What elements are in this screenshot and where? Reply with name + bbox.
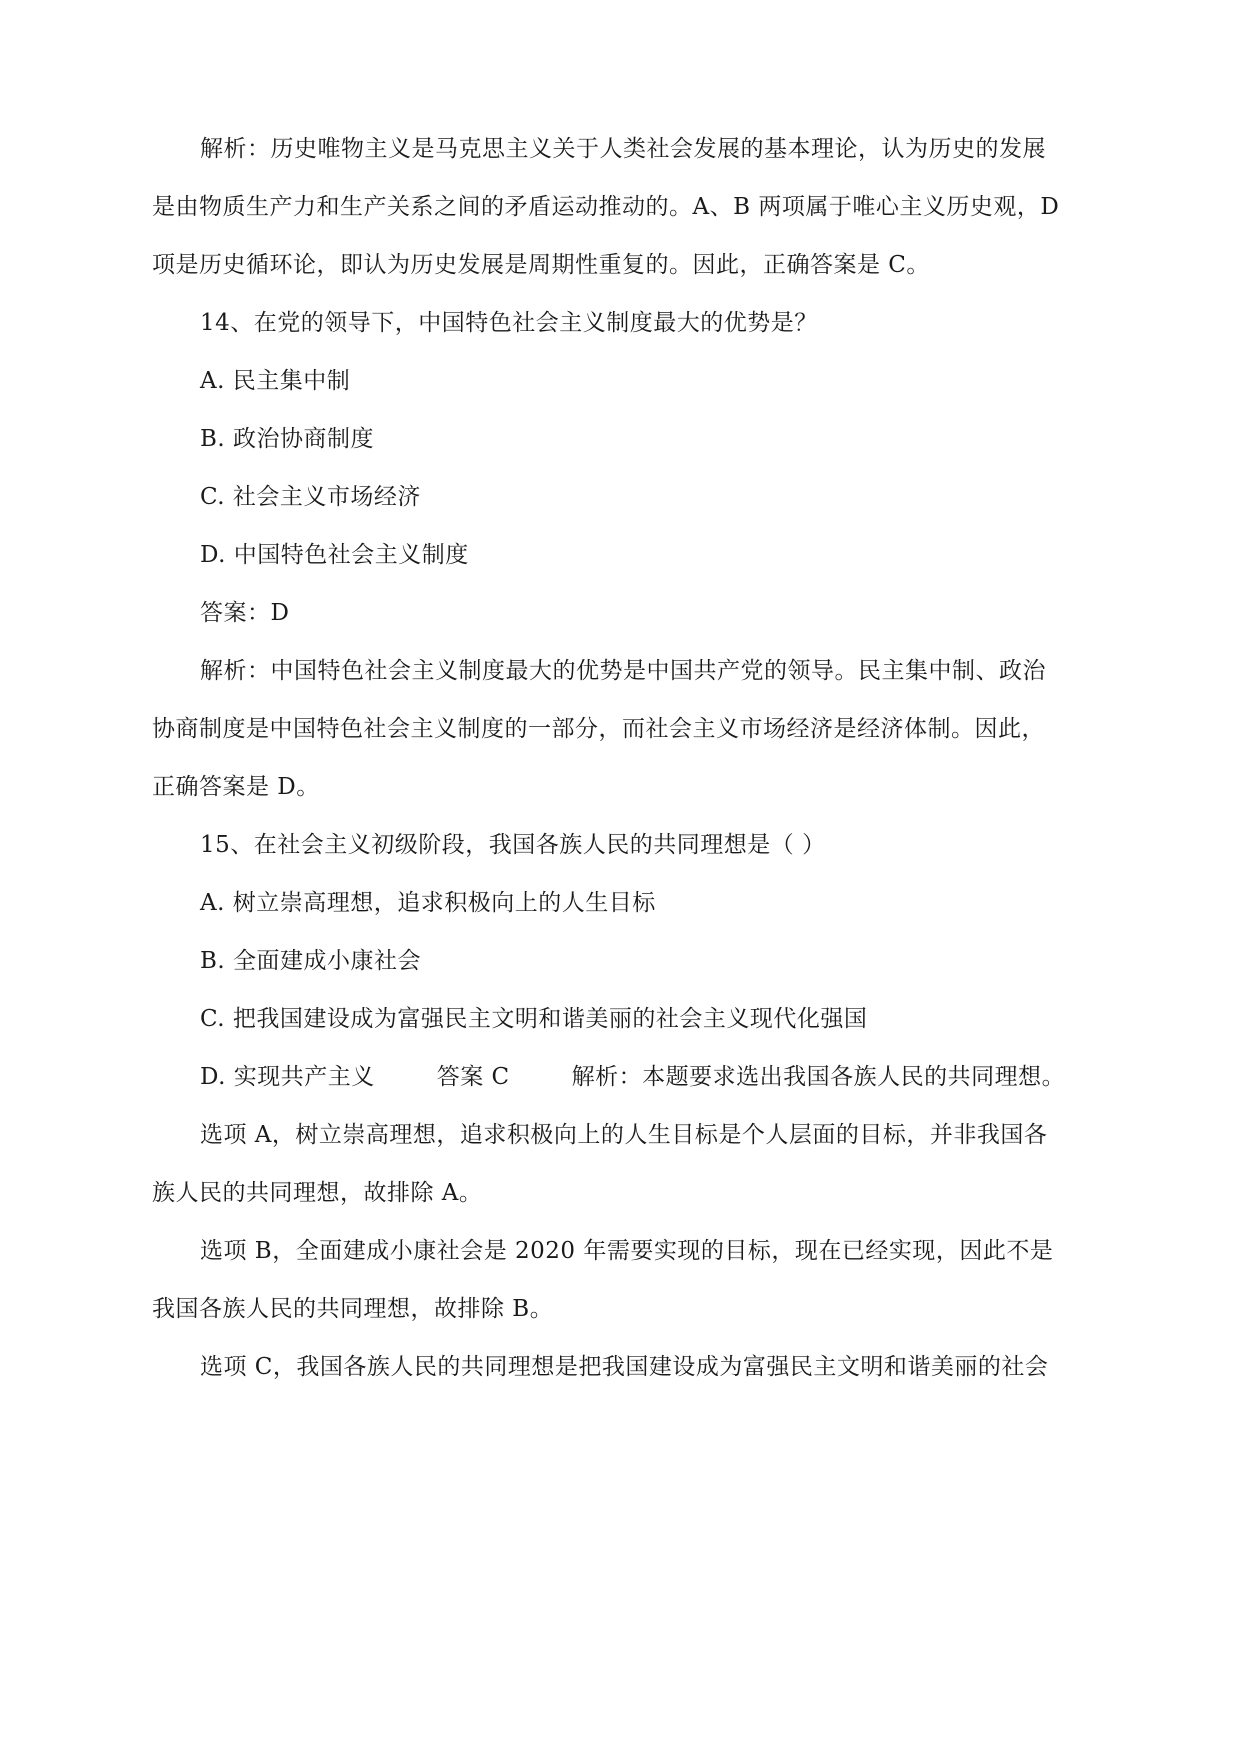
- question-15-option-a-analysis-line-1: 选项 A，树立崇高理想，追求积极向上的人生目标是个人层面的目标，并非我国各: [200, 1122, 1048, 1148]
- question-14-option-b: B. 政治协商制度: [200, 426, 375, 452]
- question-14-stem: 14、在党的领导下，中国特色社会主义制度最大的优势是？: [200, 310, 818, 336]
- question-15-answer: 答案 C: [436, 1064, 510, 1090]
- question-14-analysis-line-2: 协商制度是中国特色社会主义制度的一部分，而社会主义市场经济是经济体制。因此，: [152, 716, 1045, 742]
- question-15-option-c-analysis-line-1: 选项 C，我国各族人民的共同理想是把我国建设成为富强民主文明和谐美丽的社会: [200, 1354, 1049, 1380]
- question-14-option-c: C. 社会主义市场经济: [200, 484, 421, 510]
- question-14-analysis-line-3: 正确答案是 D。: [152, 774, 320, 800]
- question-14-option-d: D. 中国特色社会主义制度: [200, 542, 469, 568]
- question-15-option-d-row: [200, 1062, 1065, 1092]
- analysis-13-line-1: 解析：历史唯物主义是马克思主义关于人类社会发展的基本理论，认为历史的发展: [200, 136, 1046, 162]
- question-15-option-a-analysis-line-2: 族人民的共同理想，故排除 A。: [152, 1180, 483, 1206]
- question-14-answer: 答案：D: [200, 600, 290, 626]
- question-14-option-a: A. 民主集中制: [200, 368, 351, 394]
- question-15-option-c: C. 把我国建设成为富强民主文明和谐美丽的社会主义现代化强国: [200, 1006, 868, 1032]
- analysis-13-line-3: 项是历史循环论，即认为历史发展是周期性重复的。因此，正确答案是 C。: [152, 252, 930, 278]
- question-15-stem: 15、在社会主义初级阶段，我国各族人民的共同理想是（ ）: [200, 832, 826, 858]
- question-15-option-b-analysis-line-1: 选项 B，全面建成小康社会是 2020 年需要实现的目标，现在已经实现，因此不是: [200, 1238, 1054, 1264]
- question-14-analysis-line-1: 解析：中国特色社会主义制度最大的优势是中国共产党的领导。民主集中制、政治: [200, 658, 1046, 684]
- question-15-analysis-intro: 解析：本题要求选出我国各族人民的共同理想。: [571, 1064, 1066, 1090]
- question-15-option-b: B. 全面建成小康社会: [200, 948, 422, 974]
- question-15-option-a: A. 树立崇高理想，追求积极向上的人生目标: [200, 890, 656, 916]
- question-15-option-b-analysis-line-2: 我国各族人民的共同理想，故排除 B。: [152, 1296, 554, 1322]
- analysis-13-line-2: 是由物质生产力和生产关系之间的矛盾运动推动的。A、B 两项属于唯心主义历史观，D: [152, 194, 1060, 220]
- question-15-option-d: D. 实现共产主义: [200, 1064, 375, 1090]
